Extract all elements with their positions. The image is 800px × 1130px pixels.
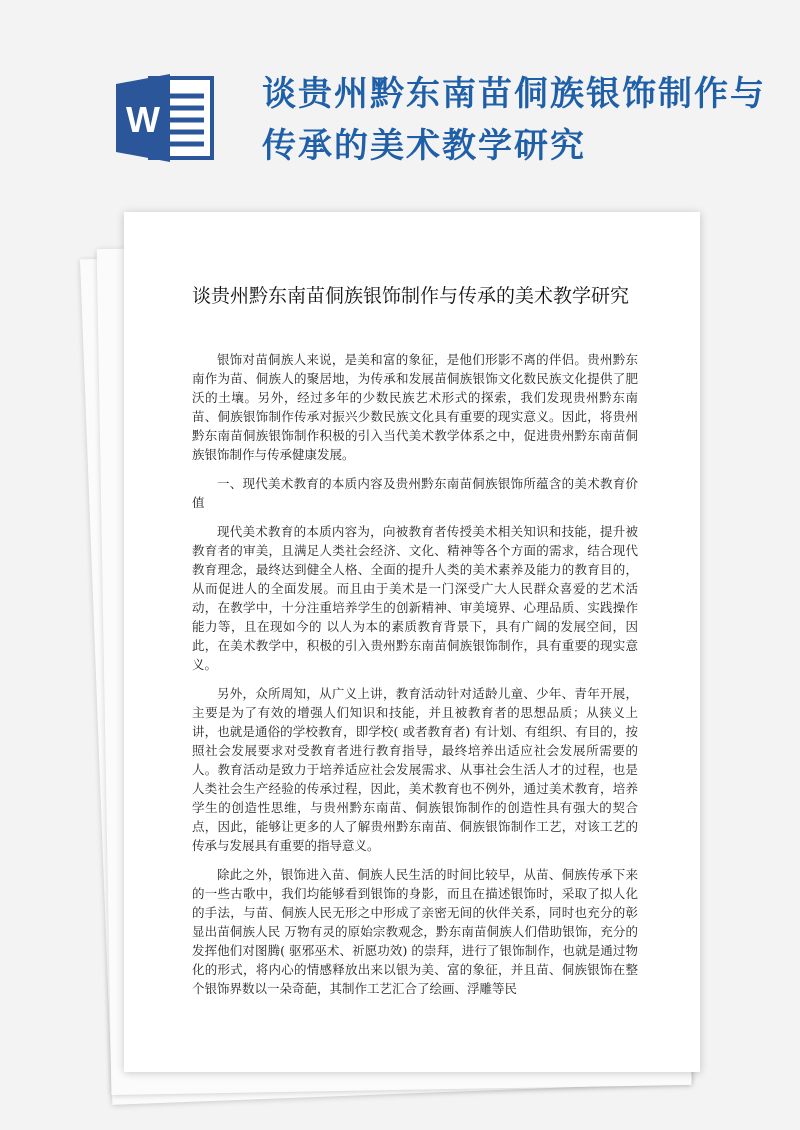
paragraph: 现代美术教育的本质内容为，向被教育者传授美术相关知识和技能，提升被教育者的审美，且满足人类社会经济、文化、精神等各个方面的需求，结合现代教育理念，最终达到健全人格、全面的提升人类的美术素养及能力的教育目的，从而促进人的全面发展。而且由于美术是一门深受广大人民群众喜爱的艺术活动，在教学中，十分注重培养学生的创新精神、审美境界、心理品质、实践操作能力等，且在现如今的 以人为本的素质教育背景下，具有广阔的发展空间，因此，在美术教学中，积极的引入贵州黔东南苗侗族银饰制作，具有重要的现实意义。 <box>192 524 638 672</box>
document-page <box>124 212 700 1072</box>
banner <box>0 0 800 200</box>
document-body <box>192 350 638 1008</box>
document-title: 谈贵州黔东南苗侗族银饰制作与传承的美术教学研究 <box>192 285 630 307</box>
section-heading: 一、现代美术教育的本质内容及贵州黔东南苗侗族银饰所蕴含的美术教育价值 <box>192 476 638 510</box>
paragraph-intro: 银饰对苗侗族人来说，是美和富的象征，是他们形影不离的伴侣。贵州黔东南作为苗、侗族人的聚居地，为传承和发展苗侗族银饰文化数民族文化提供了肥沃的土壤。另外，经过多年的少数民族艺术形式的探索，我们发现贵州黔东南苗、侗族银饰制作传承对振兴少数民族文化具有重要的现实意义。因此，将贵州黔东南苗侗族银饰制作积极的引入当代美术教学体系之中，促进贵州黔东南苗侗族银饰制作与传承健康发展。 <box>192 352 638 462</box>
paragraph: 另外，众所周知，从广义上讲，教育活动针对适龄儿童、少年、青年开展，主要是为了有效的增强人们知识和技能，并且被教育者的思想品质；从狭义上讲，也就是通俗的学校教育，即学校( 或者教育者) 有计划、有组织、有目的，按照社会发展要求对受教育者进行教育指导，最终培养出适应社会发展所需要的人。教育活动是致力于培养适应社会发展需求、从事社会生活人才的过程，也是人类社会生产经验的传承过程，因此，美术教育也不例外，通过美术教育，培养学生的创造性思维，与贵州黔东南苗、侗族银饰制作的创造性具有强大的契合点，因此，能够让更多的人了解贵州黔东南苗、侗族银饰制作工艺，对该工艺的传承与发展具有重要的指导意义。 <box>192 686 638 853</box>
word-document-icon <box>112 70 218 166</box>
word-icon-letter: W <box>126 99 160 140</box>
banner-title: 谈贵州黔东南苗侗族银饰制作与传承的美术教学研究 <box>262 74 766 166</box>
paragraph: 除此之外，银饰进入苗、侗族人民生活的时间比较早，从苗、侗族传承下来的一些古歌中，我们均能够看到银饰的身影，而且在描述银饰时，采取了拟人化的手法，与苗、侗族人民无形之中形成了亲密无间的伙伴关系，同时也充分的彰显出苗侗族人民 万物有灵的原始宗教观念，黔东南苗侗族人们借助银饰，充分的发挥他们对图腾( 驱邪巫术、祈愿功效) 的崇拜，进行了银饰制作，也就是通过物化的形式，将内心的情感释放出来以银为美、富的象征，并且苗、侗族银饰在整个银饰界数以一朵奇葩，其制作工艺汇合了绘画、浮雕等民 <box>192 867 638 996</box>
